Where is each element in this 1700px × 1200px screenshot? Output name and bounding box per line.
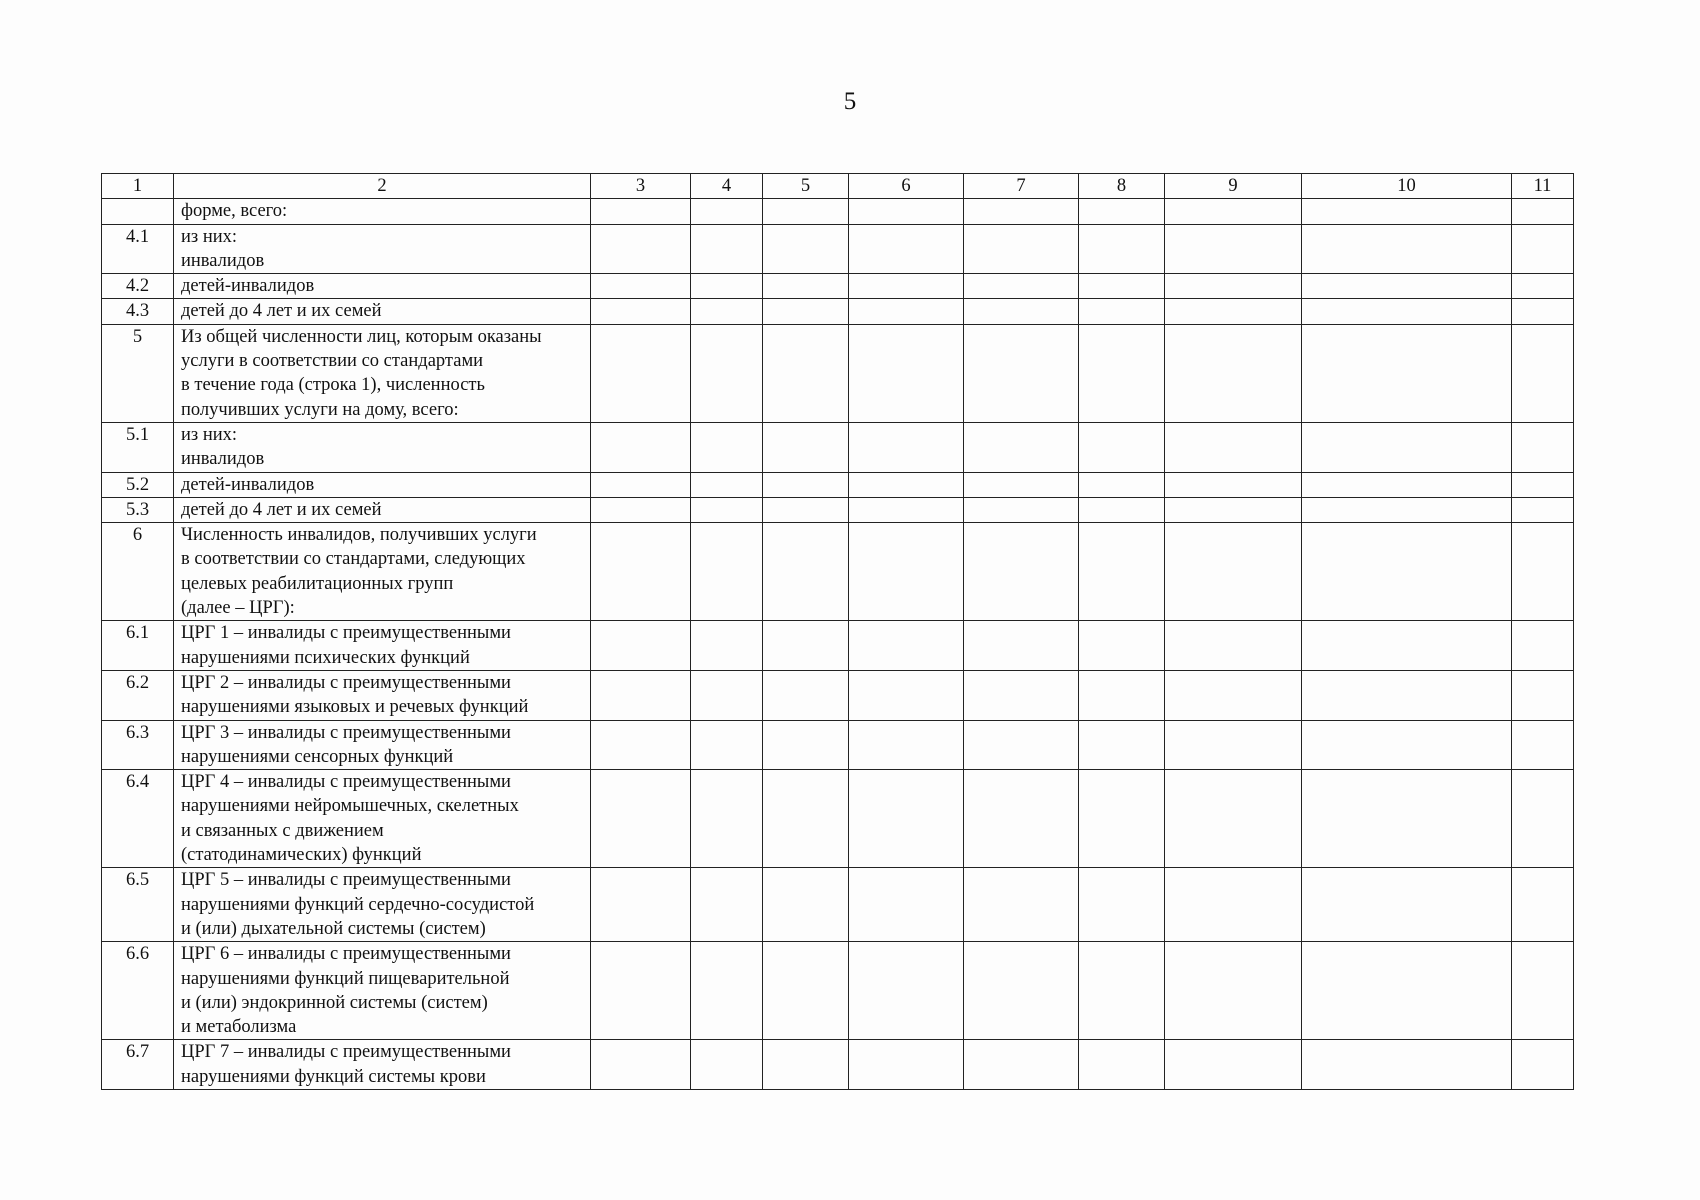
- empty-value-cell: [1302, 670, 1512, 720]
- row-number-cell: 6.2: [102, 670, 174, 720]
- empty-value-cell: [1302, 1040, 1512, 1090]
- empty-value-cell: [763, 942, 849, 1040]
- table-body: [102, 174, 1574, 1090]
- empty-value-cell: [1512, 324, 1574, 422]
- table-row: [102, 422, 1574, 472]
- empty-value-cell: [1165, 523, 1302, 621]
- row-label-cell: Из общей численности лиц, которым оказаны услуги в соответствии со стандартами в течение года (строка 1), численность получивших услуги на дому, всего:: [174, 324, 591, 422]
- empty-value-cell: [1079, 621, 1165, 671]
- empty-value-cell: [1512, 299, 1574, 324]
- table-row: [102, 1040, 1574, 1090]
- row-label-cell: ЦРГ 3 – инвалиды с преимущественными нарушениями сенсорных функций: [174, 720, 591, 770]
- page-number: 5: [843, 88, 857, 115]
- empty-value-cell: [691, 324, 763, 422]
- row-number-cell: 4.2: [102, 274, 174, 299]
- column-number-cell: 11: [1512, 174, 1574, 199]
- row-number-cell: 6.4: [102, 770, 174, 868]
- empty-value-cell: [691, 770, 763, 868]
- empty-value-cell: [1079, 497, 1165, 522]
- empty-value-cell: [1165, 942, 1302, 1040]
- empty-value-cell: [691, 497, 763, 522]
- empty-value-cell: [591, 523, 691, 621]
- empty-value-cell: [1165, 670, 1302, 720]
- empty-value-cell: [1512, 523, 1574, 621]
- empty-value-cell: [1512, 199, 1574, 224]
- empty-value-cell: [964, 299, 1079, 324]
- empty-value-cell: [591, 299, 691, 324]
- empty-value-cell: [1302, 274, 1512, 299]
- empty-value-cell: [1512, 942, 1574, 1040]
- empty-value-cell: [1512, 224, 1574, 274]
- empty-value-cell: [1165, 422, 1302, 472]
- empty-value-cell: [1079, 274, 1165, 299]
- empty-value-cell: [1302, 497, 1512, 522]
- empty-value-cell: [1079, 670, 1165, 720]
- empty-value-cell: [763, 523, 849, 621]
- column-number-cell: 8: [1079, 174, 1165, 199]
- empty-value-cell: [1512, 621, 1574, 671]
- row-number-cell: 5: [102, 324, 174, 422]
- empty-value-cell: [849, 472, 964, 497]
- empty-value-cell: [964, 942, 1079, 1040]
- empty-value-cell: [763, 621, 849, 671]
- row-label-cell: детей до 4 лет и их семей: [174, 497, 591, 522]
- empty-value-cell: [691, 720, 763, 770]
- row-number-cell: 4.3: [102, 299, 174, 324]
- empty-value-cell: [1079, 324, 1165, 422]
- empty-value-cell: [849, 497, 964, 522]
- row-label-cell: форме, всего:: [174, 199, 591, 224]
- empty-value-cell: [591, 868, 691, 942]
- empty-value-cell: [964, 224, 1079, 274]
- empty-value-cell: [849, 523, 964, 621]
- empty-value-cell: [849, 422, 964, 472]
- empty-value-cell: [964, 770, 1079, 868]
- empty-value-cell: [1302, 299, 1512, 324]
- column-number-row: [102, 174, 1574, 199]
- empty-value-cell: [763, 1040, 849, 1090]
- column-number-cell: 2: [174, 174, 591, 199]
- empty-value-cell: [1302, 472, 1512, 497]
- empty-value-cell: [964, 1040, 1079, 1090]
- empty-value-cell: [1302, 324, 1512, 422]
- table-row: [102, 497, 1574, 522]
- empty-value-cell: [849, 274, 964, 299]
- empty-value-cell: [763, 274, 849, 299]
- table-row: [102, 299, 1574, 324]
- row-label-cell: ЦРГ 2 – инвалиды с преимущественными нарушениями языковых и речевых функций: [174, 670, 591, 720]
- row-label-cell: Численность инвалидов, получивших услуги в соответствии со стандартами, следующих целевых реабилитационных групп (далее – ЦРГ):: [174, 523, 591, 621]
- empty-value-cell: [1165, 224, 1302, 274]
- row-number-cell: 6.7: [102, 1040, 174, 1090]
- empty-value-cell: [849, 770, 964, 868]
- empty-value-cell: [1512, 868, 1574, 942]
- empty-value-cell: [1165, 299, 1302, 324]
- empty-value-cell: [1079, 472, 1165, 497]
- empty-value-cell: [691, 868, 763, 942]
- empty-value-cell: [691, 523, 763, 621]
- column-number-cell: 7: [964, 174, 1079, 199]
- row-label-cell: детей-инвалидов: [174, 472, 591, 497]
- row-label-cell: ЦРГ 6 – инвалиды с преимущественными нарушениями функций пищеварительной и (или) эндокринной системы (систем) и метаболизма: [174, 942, 591, 1040]
- empty-value-cell: [591, 1040, 691, 1090]
- empty-value-cell: [1302, 199, 1512, 224]
- empty-value-cell: [964, 497, 1079, 522]
- empty-value-cell: [1302, 523, 1512, 621]
- empty-value-cell: [591, 422, 691, 472]
- table-row: [102, 472, 1574, 497]
- empty-value-cell: [691, 299, 763, 324]
- empty-value-cell: [964, 324, 1079, 422]
- empty-value-cell: [591, 497, 691, 522]
- empty-value-cell: [691, 621, 763, 671]
- empty-value-cell: [1302, 224, 1512, 274]
- table-row: [102, 720, 1574, 770]
- empty-value-cell: [964, 523, 1079, 621]
- empty-value-cell: [763, 497, 849, 522]
- empty-value-cell: [1079, 523, 1165, 621]
- empty-value-cell: [964, 720, 1079, 770]
- empty-value-cell: [591, 770, 691, 868]
- empty-value-cell: [849, 942, 964, 1040]
- column-number-cell: 5: [763, 174, 849, 199]
- empty-value-cell: [1165, 274, 1302, 299]
- row-number-cell: [102, 199, 174, 224]
- empty-value-cell: [1512, 274, 1574, 299]
- column-number-cell: 4: [691, 174, 763, 199]
- empty-value-cell: [691, 472, 763, 497]
- empty-value-cell: [591, 720, 691, 770]
- empty-value-cell: [763, 299, 849, 324]
- empty-value-cell: [1079, 422, 1165, 472]
- row-number-cell: 5.2: [102, 472, 174, 497]
- empty-value-cell: [1079, 770, 1165, 868]
- empty-value-cell: [849, 1040, 964, 1090]
- row-label-cell: ЦРГ 5 – инвалиды с преимущественными нарушениями функций сердечно-сосудистой и (или) дыхательной системы (систем): [174, 868, 591, 942]
- empty-value-cell: [849, 621, 964, 671]
- table-row: [102, 621, 1574, 671]
- empty-value-cell: [591, 670, 691, 720]
- empty-value-cell: [1512, 770, 1574, 868]
- empty-value-cell: [763, 868, 849, 942]
- row-number-cell: 6.1: [102, 621, 174, 671]
- row-number-cell: 6.5: [102, 868, 174, 942]
- column-number-cell: 3: [591, 174, 691, 199]
- empty-value-cell: [763, 670, 849, 720]
- empty-value-cell: [591, 224, 691, 274]
- empty-value-cell: [964, 621, 1079, 671]
- empty-value-cell: [849, 224, 964, 274]
- table-row: [102, 770, 1574, 868]
- empty-value-cell: [849, 670, 964, 720]
- empty-value-cell: [763, 199, 849, 224]
- row-label-cell: ЦРГ 4 – инвалиды с преимущественными нарушениями нейромышечных, скелетных и связанных с движением (статодинамических) функций: [174, 770, 591, 868]
- empty-value-cell: [1512, 422, 1574, 472]
- empty-value-cell: [691, 942, 763, 1040]
- empty-value-cell: [691, 274, 763, 299]
- empty-value-cell: [1079, 868, 1165, 942]
- row-label-cell: детей до 4 лет и их семей: [174, 299, 591, 324]
- empty-value-cell: [591, 942, 691, 1040]
- row-number-cell: 6.3: [102, 720, 174, 770]
- empty-value-cell: [591, 621, 691, 671]
- row-label-cell: из них: инвалидов: [174, 224, 591, 274]
- empty-value-cell: [1165, 472, 1302, 497]
- column-number-cell: 6: [849, 174, 964, 199]
- column-number-cell: 1: [102, 174, 174, 199]
- empty-value-cell: [1165, 770, 1302, 868]
- empty-value-cell: [964, 670, 1079, 720]
- empty-value-cell: [1079, 720, 1165, 770]
- row-label-cell: ЦРГ 7 – инвалиды с преимущественными нарушениями функций системы крови: [174, 1040, 591, 1090]
- empty-value-cell: [849, 299, 964, 324]
- empty-value-cell: [691, 1040, 763, 1090]
- empty-value-cell: [1165, 1040, 1302, 1090]
- table-row: [102, 324, 1574, 422]
- row-number-cell: 5.1: [102, 422, 174, 472]
- table-row: [102, 523, 1574, 621]
- empty-value-cell: [1079, 942, 1165, 1040]
- row-number-cell: 5.3: [102, 497, 174, 522]
- row-label-cell: детей-инвалидов: [174, 274, 591, 299]
- empty-value-cell: [1512, 720, 1574, 770]
- empty-value-cell: [849, 324, 964, 422]
- row-label-cell: ЦРГ 1 – инвалиды с преимущественными нарушениями психических функций: [174, 621, 591, 671]
- empty-value-cell: [1302, 942, 1512, 1040]
- table-row: [102, 942, 1574, 1040]
- empty-value-cell: [1512, 472, 1574, 497]
- empty-value-cell: [849, 199, 964, 224]
- empty-value-cell: [591, 274, 691, 299]
- empty-value-cell: [849, 868, 964, 942]
- empty-value-cell: [691, 224, 763, 274]
- column-number-cell: 10: [1302, 174, 1512, 199]
- empty-value-cell: [1302, 621, 1512, 671]
- empty-value-cell: [964, 472, 1079, 497]
- empty-value-cell: [1165, 720, 1302, 770]
- empty-value-cell: [1079, 199, 1165, 224]
- table-row: [102, 274, 1574, 299]
- empty-value-cell: [964, 199, 1079, 224]
- empty-value-cell: [1165, 497, 1302, 522]
- empty-value-cell: [691, 670, 763, 720]
- statistics-form-table: [101, 173, 1574, 1090]
- empty-value-cell: [849, 720, 964, 770]
- empty-value-cell: [591, 472, 691, 497]
- table-row: [102, 224, 1574, 274]
- empty-value-cell: [964, 274, 1079, 299]
- empty-value-cell: [1079, 1040, 1165, 1090]
- row-number-cell: 6.6: [102, 942, 174, 1040]
- empty-value-cell: [1302, 720, 1512, 770]
- table-row: [102, 868, 1574, 942]
- empty-value-cell: [1165, 621, 1302, 671]
- empty-value-cell: [1165, 324, 1302, 422]
- empty-value-cell: [591, 324, 691, 422]
- row-number-cell: 4.1: [102, 224, 174, 274]
- empty-value-cell: [691, 199, 763, 224]
- empty-value-cell: [1302, 770, 1512, 868]
- empty-value-cell: [1079, 299, 1165, 324]
- table-row: [102, 670, 1574, 720]
- row-number-cell: 6: [102, 523, 174, 621]
- empty-value-cell: [1512, 1040, 1574, 1090]
- column-number-cell: 9: [1165, 174, 1302, 199]
- empty-value-cell: [763, 324, 849, 422]
- empty-value-cell: [1512, 670, 1574, 720]
- empty-value-cell: [1302, 868, 1512, 942]
- empty-value-cell: [1079, 224, 1165, 274]
- table-row: [102, 199, 1574, 224]
- empty-value-cell: [1165, 868, 1302, 942]
- empty-value-cell: [1165, 199, 1302, 224]
- empty-value-cell: [964, 422, 1079, 472]
- row-label-cell: из них: инвалидов: [174, 422, 591, 472]
- empty-value-cell: [763, 720, 849, 770]
- empty-value-cell: [763, 224, 849, 274]
- empty-value-cell: [591, 199, 691, 224]
- empty-value-cell: [763, 472, 849, 497]
- empty-value-cell: [964, 868, 1079, 942]
- empty-value-cell: [691, 422, 763, 472]
- empty-value-cell: [1512, 497, 1574, 522]
- empty-value-cell: [763, 770, 849, 868]
- empty-value-cell: [763, 422, 849, 472]
- empty-value-cell: [1302, 422, 1512, 472]
